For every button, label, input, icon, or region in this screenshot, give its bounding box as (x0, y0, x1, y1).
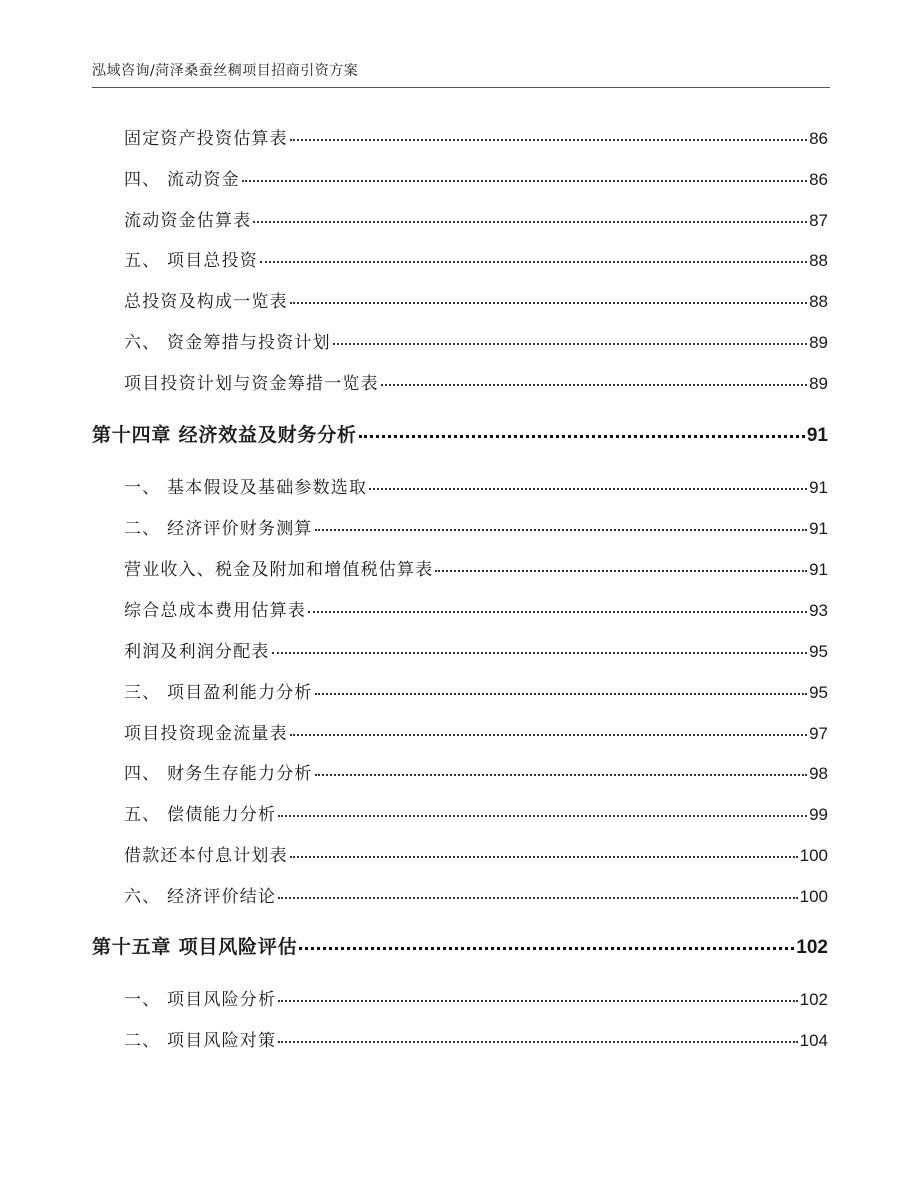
toc-entry[interactable] (124, 985, 828, 1010)
toc-entry-title: 二、 项目风险对策 (124, 1031, 277, 1051)
toc-leader-dots (315, 774, 807, 776)
toc-entry[interactable] (124, 596, 828, 621)
toc-chapter-title: 第十四章 经济效益及财务分析 (92, 424, 357, 446)
toc-leader-dots (290, 139, 807, 141)
toc-chapter-page: 102 (796, 937, 828, 958)
toc-entry-page: 100 (799, 887, 828, 906)
toc-leader-dots (308, 611, 807, 613)
toc-entry[interactable] (124, 514, 828, 539)
toc-entry-page: 98 (809, 764, 828, 783)
toc-entry[interactable] (124, 1026, 828, 1051)
toc-entry[interactable] (124, 328, 828, 353)
toc-entry[interactable] (124, 759, 828, 784)
toc-entry-title: 营业收入、税金及附加和增值税估算表 (124, 560, 434, 580)
toc-entry-title: 借款还本付息计划表 (124, 846, 288, 866)
toc-entry-title: 三、 项目盈利能力分析 (124, 683, 313, 703)
toc-entry-page: 95 (809, 683, 828, 702)
toc-leader-dots (278, 815, 807, 817)
toc-chapter-entry[interactable] (92, 420, 828, 447)
toc-leader-dots (290, 856, 798, 858)
toc-entry-title: 二、 经济评价财务测算 (124, 519, 313, 539)
toc-entry[interactable] (124, 246, 828, 271)
toc-leader-dots (242, 180, 807, 182)
toc-entry[interactable] (124, 206, 828, 231)
toc-entry-title: 流动资金估算表 (124, 211, 252, 231)
toc-entry[interactable] (124, 165, 828, 190)
toc-entry[interactable] (124, 800, 828, 825)
toc-entry-page: 104 (799, 1031, 828, 1050)
toc-leader-dots (333, 343, 807, 345)
toc-entry-title: 固定资产投资估算表 (124, 129, 288, 149)
toc-leader-dots (272, 652, 807, 654)
toc-entry-page: 102 (799, 990, 828, 1009)
toc-entry-page: 95 (809, 642, 828, 661)
toc-entry-page: 93 (809, 601, 828, 620)
toc-entry-page: 100 (799, 846, 828, 865)
toc-leader-dots (359, 435, 805, 438)
page-header: 泓域咨询/菏泽桑蚕丝稠项目招商引资方案 (92, 63, 359, 79)
toc-chapter-entry[interactable] (92, 932, 828, 959)
toc-leader-dots (290, 302, 807, 304)
toc-entry-title: 综合总成本费用估算表 (124, 601, 306, 621)
toc-entry-title: 一、 基本假设及基础参数选取 (124, 478, 368, 498)
toc-entry[interactable] (124, 841, 828, 866)
toc-leader-dots (435, 570, 807, 572)
toc-leader-dots (290, 734, 807, 736)
toc-entry-page: 91 (809, 560, 828, 579)
toc-entry-title: 四、 流动资金 (124, 170, 240, 190)
toc-leader-dots (315, 529, 807, 531)
toc-entry-page: 88 (809, 292, 828, 311)
toc-entry-title: 四、 财务生存能力分析 (124, 764, 313, 784)
toc-entry-page: 86 (809, 170, 828, 189)
toc-entry-page: 89 (809, 333, 828, 352)
toc-entry[interactable] (124, 555, 828, 580)
toc-entry-title: 项目投资现金流量表 (124, 724, 288, 744)
toc-entry-page: 88 (809, 251, 828, 270)
toc-entry-page: 86 (809, 129, 828, 148)
toc-chapter-page: 91 (806, 425, 828, 446)
toc-chapter-title: 第十五章 项目风险评估 (92, 936, 298, 958)
toc-entry-title: 六、 经济评价结论 (124, 887, 277, 907)
toc-entry-title: 利润及利润分配表 (124, 642, 270, 662)
toc-entry-page: 97 (809, 724, 828, 743)
toc-leader-dots (253, 221, 807, 223)
toc-entry[interactable] (124, 287, 828, 312)
toc-entry-title: 五、 偿债能力分析 (124, 805, 277, 825)
toc-entry[interactable] (124, 882, 828, 907)
toc-leader-dots (381, 384, 807, 386)
toc-entry-page: 91 (809, 519, 828, 538)
toc-leader-dots (278, 897, 797, 899)
toc-entry-title: 项目投资计划与资金筹措一览表 (124, 374, 379, 394)
toc-entry[interactable] (124, 369, 828, 394)
toc-entry-title: 一、 项目风险分析 (124, 990, 277, 1010)
toc-entry[interactable] (124, 719, 828, 744)
toc-entry[interactable] (124, 473, 828, 498)
toc-leader-dots (299, 947, 794, 950)
toc-leader-dots (278, 1041, 797, 1043)
toc-entry-page: 89 (809, 374, 828, 393)
toc-entry-page: 87 (809, 211, 828, 230)
toc-leader-dots (369, 488, 807, 490)
toc-entry[interactable] (124, 678, 828, 703)
toc-entry-title: 六、 资金筹措与投资计划 (124, 333, 331, 353)
toc-entry[interactable] (124, 637, 828, 662)
toc-leader-dots (278, 1000, 797, 1002)
toc-leader-dots (315, 693, 807, 695)
toc-entry-page: 91 (809, 478, 828, 497)
toc-entry[interactable] (124, 124, 828, 149)
toc-entry-page: 99 (809, 805, 828, 824)
toc-leader-dots (260, 261, 807, 263)
toc-entry-title: 总投资及构成一览表 (124, 292, 288, 312)
toc-entry-title: 五、 项目总投资 (124, 251, 259, 271)
